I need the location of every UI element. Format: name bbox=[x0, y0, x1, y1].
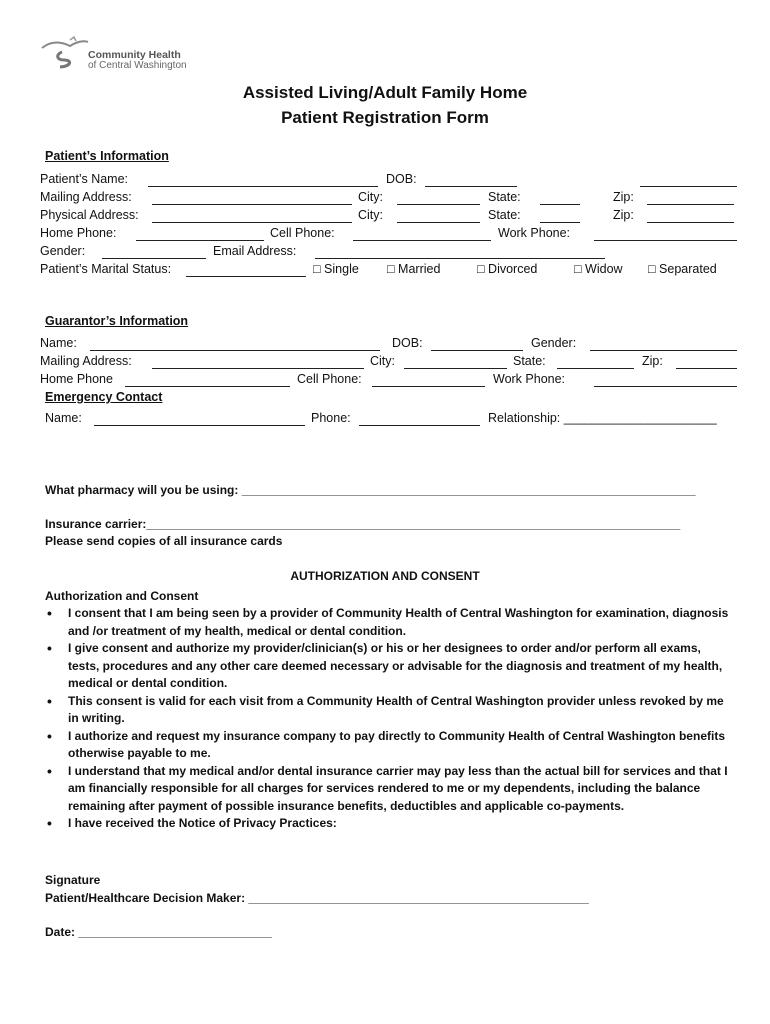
patient-city-label: City: bbox=[358, 190, 383, 204]
patient-state-label: State: bbox=[488, 190, 521, 204]
marital-option-label: Widow bbox=[585, 262, 623, 276]
checkbox-icon: □ bbox=[574, 262, 582, 276]
date-field[interactable]: Date: _____________________________ bbox=[45, 925, 272, 939]
checkbox-icon: □ bbox=[477, 262, 485, 276]
patient-gender-label: Gender: bbox=[40, 244, 86, 258]
patient-email-field[interactable] bbox=[315, 258, 605, 259]
patient-city-field[interactable] bbox=[397, 204, 480, 205]
guarantor-gender-field[interactable] bbox=[590, 350, 737, 351]
patient-mailing-label: Mailing Address: bbox=[40, 190, 132, 204]
patient-physical-label: Physical Address: bbox=[40, 208, 139, 222]
patient-state-field[interactable] bbox=[540, 204, 580, 205]
patient-physical-city-field[interactable] bbox=[397, 222, 480, 223]
guarantor-name-field[interactable] bbox=[90, 350, 380, 351]
guarantor-name-label: Name: bbox=[40, 336, 77, 350]
patient-cell-phone-field[interactable] bbox=[353, 240, 491, 241]
checkbox-icon: □ bbox=[387, 262, 395, 276]
patient-marital-label: Patient’s Marital Status: bbox=[40, 262, 172, 276]
patient-work-phone-label: Work Phone: bbox=[498, 226, 571, 240]
emergency-relationship-field[interactable]: Relationship: ______________________ bbox=[488, 411, 717, 425]
insurance-note: Please send copies of all insurance cards bbox=[45, 534, 283, 548]
guarantor-section-heading: Guarantor’s Information bbox=[45, 314, 189, 328]
guarantor-cell-phone-label: Cell Phone: bbox=[297, 372, 362, 386]
logo-name: Community Health bbox=[88, 49, 181, 61]
consent-item: • I understand that my medical and/or dental insurance carrier may pay less than the actual bill for services and that I am financially responsible for all charges for services rendered to me or my dependents, including the balance remaining after payment of possible insurance benefits, deductibles and applicable co-payments. bbox=[45, 763, 735, 816]
guarantor-state-label: State: bbox=[513, 354, 546, 368]
guarantor-cell-phone-field[interactable] bbox=[372, 386, 485, 387]
emergency-section-heading: Emergency Contact bbox=[45, 390, 163, 404]
decision-maker-signature-field[interactable]: Patient/Healthcare Decision Maker: ___________________________________________________ bbox=[45, 891, 589, 905]
patient-zip-label: Zip: bbox=[613, 190, 634, 204]
guarantor-mailing-label: Mailing Address: bbox=[40, 354, 132, 368]
guarantor-zip-label: Zip: bbox=[642, 354, 663, 368]
patient-physical-zip-label: Zip: bbox=[613, 208, 634, 222]
insurance-carrier-field[interactable]: Insurance carrier:________________________________________________________________________________ bbox=[45, 517, 681, 531]
guarantor-home-phone-field[interactable] bbox=[125, 386, 290, 387]
patient-name-field[interactable] bbox=[148, 186, 378, 187]
patient-physical-city-label: City: bbox=[358, 208, 383, 222]
emergency-name-label: Name: bbox=[45, 411, 82, 425]
marital-option-label: Divorced bbox=[488, 262, 538, 276]
patient-dob-field[interactable] bbox=[425, 186, 517, 187]
pharmacy-field[interactable]: What pharmacy will you be using: ____________________________________________________________________ bbox=[45, 483, 696, 497]
consent-item: • I give consent and authorize my provider/clinician(s) or his or her designees to order and/or perform all exams, tests, procedures and any other care deemed necessary or advisable for the diagnosis and treatment of my health, medical or dental condition. bbox=[45, 640, 735, 693]
marital-option-label: Married bbox=[398, 262, 441, 276]
guarantor-work-phone-label: Work Phone: bbox=[493, 372, 566, 386]
form-title: Assisted Living/Adult Family Home bbox=[242, 83, 528, 102]
guarantor-mailing-field[interactable] bbox=[152, 368, 364, 369]
marital-option-single[interactable] bbox=[313, 262, 359, 276]
authorization-subheading: Authorization and Consent bbox=[45, 589, 199, 603]
patient-email-label: Email Address: bbox=[213, 244, 297, 258]
logo bbox=[40, 36, 210, 72]
logo-subname: of Central Washington bbox=[88, 60, 187, 71]
marital-option-label: Separated bbox=[659, 262, 717, 276]
signature-label: Signature bbox=[45, 873, 101, 887]
patient-mailing-field[interactable] bbox=[152, 204, 352, 205]
consent-list bbox=[45, 605, 735, 833]
guarantor-dob-field[interactable] bbox=[431, 350, 523, 351]
marital-option-married[interactable] bbox=[387, 262, 440, 276]
patient-section-heading: Patient’s Information bbox=[45, 149, 169, 163]
patient-zip-field[interactable] bbox=[647, 204, 734, 205]
logo-mark-icon bbox=[40, 36, 90, 70]
patient-dob-label: DOB: bbox=[386, 172, 417, 186]
emergency-phone-field[interactable] bbox=[359, 425, 480, 426]
guarantor-city-field[interactable] bbox=[404, 368, 507, 369]
patient-home-phone-label: Home Phone: bbox=[40, 226, 117, 240]
patient-marital-field[interactable] bbox=[186, 276, 306, 277]
marital-option-divorced[interactable] bbox=[477, 262, 537, 276]
guarantor-home-phone-label: Home Phone bbox=[40, 372, 113, 386]
consent-item: • This consent is valid for each visit from a Community Health of Central Washington provider unless revoked by me in writing. bbox=[45, 693, 735, 728]
guarantor-zip-field[interactable] bbox=[676, 368, 737, 369]
patient-extra-field[interactable] bbox=[640, 186, 737, 187]
marital-option-separated[interactable] bbox=[648, 262, 717, 276]
patient-physical-zip-field[interactable] bbox=[647, 222, 734, 223]
guarantor-city-label: City: bbox=[370, 354, 395, 368]
guarantor-state-field[interactable] bbox=[557, 368, 634, 369]
emergency-phone-label: Phone: bbox=[311, 411, 351, 425]
checkbox-icon: □ bbox=[313, 262, 321, 276]
form-subtitle: Patient Registration Form bbox=[281, 108, 489, 127]
authorization-heading: AUTHORIZATION AND CONSENT bbox=[290, 569, 480, 583]
guarantor-work-phone-field[interactable] bbox=[594, 386, 737, 387]
guarantor-dob-label: DOB: bbox=[392, 336, 423, 350]
consent-item: • I authorize and request my insurance company to pay directly to Community Health of Central Washington benefits otherwise payable to me. bbox=[45, 728, 735, 763]
patient-gender-field[interactable] bbox=[102, 258, 206, 259]
checkbox-icon: □ bbox=[648, 262, 656, 276]
patient-name-label: Patient’s Name: bbox=[40, 172, 129, 186]
marital-option-label: Single bbox=[324, 262, 359, 276]
consent-item: • I consent that I am being seen by a provider of Community Health of Central Washington for examination, diagnosis and /or treatment of my health, medical or dental condition. bbox=[45, 605, 735, 640]
patient-physical-state-label: State: bbox=[488, 208, 521, 222]
patient-physical-field[interactable] bbox=[152, 222, 352, 223]
consent-item: • I have received the Notice of Privacy Practices: bbox=[45, 815, 735, 833]
patient-physical-state-field[interactable] bbox=[540, 222, 580, 223]
patient-cell-phone-label: Cell Phone: bbox=[270, 226, 335, 240]
patient-home-phone-field[interactable] bbox=[136, 240, 264, 241]
marital-option-widow[interactable] bbox=[574, 262, 623, 276]
guarantor-gender-label: Gender: bbox=[531, 336, 577, 350]
patient-work-phone-field[interactable] bbox=[594, 240, 737, 241]
emergency-name-field[interactable] bbox=[94, 425, 305, 426]
